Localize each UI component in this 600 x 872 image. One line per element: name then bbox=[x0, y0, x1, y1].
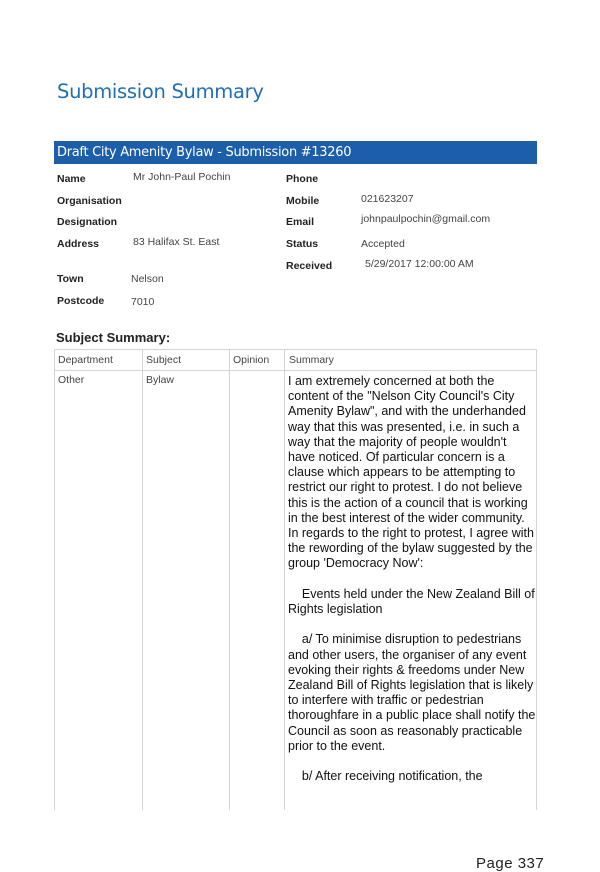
name-label: Name bbox=[57, 173, 86, 185]
received-value: 5/29/2017 12:00:00 AM bbox=[365, 258, 474, 270]
column-header-summary: Summary bbox=[289, 354, 334, 366]
mobile-value: 021623207 bbox=[361, 193, 414, 205]
town-value: Nelson bbox=[131, 273, 164, 285]
postcode-value: 7010 bbox=[131, 296, 155, 308]
address-label: Address bbox=[57, 238, 100, 250]
subject-summary-heading: Subject Summary: bbox=[56, 330, 171, 345]
page-title: Submission Summary bbox=[57, 80, 264, 103]
header-divider bbox=[55, 370, 536, 371]
status-value: Accepted bbox=[361, 238, 405, 250]
column-divider bbox=[229, 350, 230, 810]
address-value: 83 Halifax St. East bbox=[133, 236, 220, 248]
column-header-subject: Subject bbox=[146, 354, 182, 366]
column-divider bbox=[142, 350, 143, 810]
column-header-department: Department bbox=[58, 354, 113, 366]
mobile-label: Mobile bbox=[286, 195, 320, 207]
column-divider bbox=[284, 350, 285, 810]
designation-label: Designation bbox=[57, 216, 118, 228]
subject-cell: Bylaw bbox=[146, 374, 175, 386]
subject-summary-table bbox=[54, 349, 537, 810]
column-header-opinion: Opinion bbox=[233, 354, 270, 366]
name-value: Mr John-Paul Pochin bbox=[133, 171, 231, 183]
summary-cell: I am extremely concerned at both the content of the "Nelson City Council's City Amenity Bylaw", and with the underhanded way that this was presented, i.e. in such a way that the majority of people wouldn't have noticed. Of particular concern is a clause which appears to be attempting to restrict our right to protest. I do not believe this is the action of a council that is working in the best interest of the wider community. In regards to the right to protest, I agree with the rewording of the bylaw suggested by the group 'Democracy Now': Events held under the New Zealand Bill of Rights legislation a/ To minimise disruption to pedestrians and other users, the organiser of any event evoking their rights & freedoms under New Zealand Bill of Rights legislation that is likely to interfere with traffic or pedestrian thoroughfare in a public place shall notify the Council as soon as reasonably practicable prior to the event. b/ After receiving notification, the bbox=[288, 374, 536, 784]
status-label: Status bbox=[286, 238, 319, 250]
email-value: johnpaulpochin@gmail.com bbox=[361, 213, 491, 225]
submission-banner: Draft City Amenity Bylaw - Submission #13260 bbox=[54, 141, 537, 164]
phone-label: Phone bbox=[286, 173, 319, 185]
department-cell: Other bbox=[58, 374, 85, 386]
email-label: Email bbox=[286, 216, 315, 228]
town-label: Town bbox=[57, 273, 84, 285]
postcode-label: Postcode bbox=[57, 295, 105, 307]
page-number: Page 337 bbox=[476, 855, 545, 872]
received-label: Received bbox=[286, 260, 333, 272]
organisation-label: Organisation bbox=[57, 195, 122, 207]
